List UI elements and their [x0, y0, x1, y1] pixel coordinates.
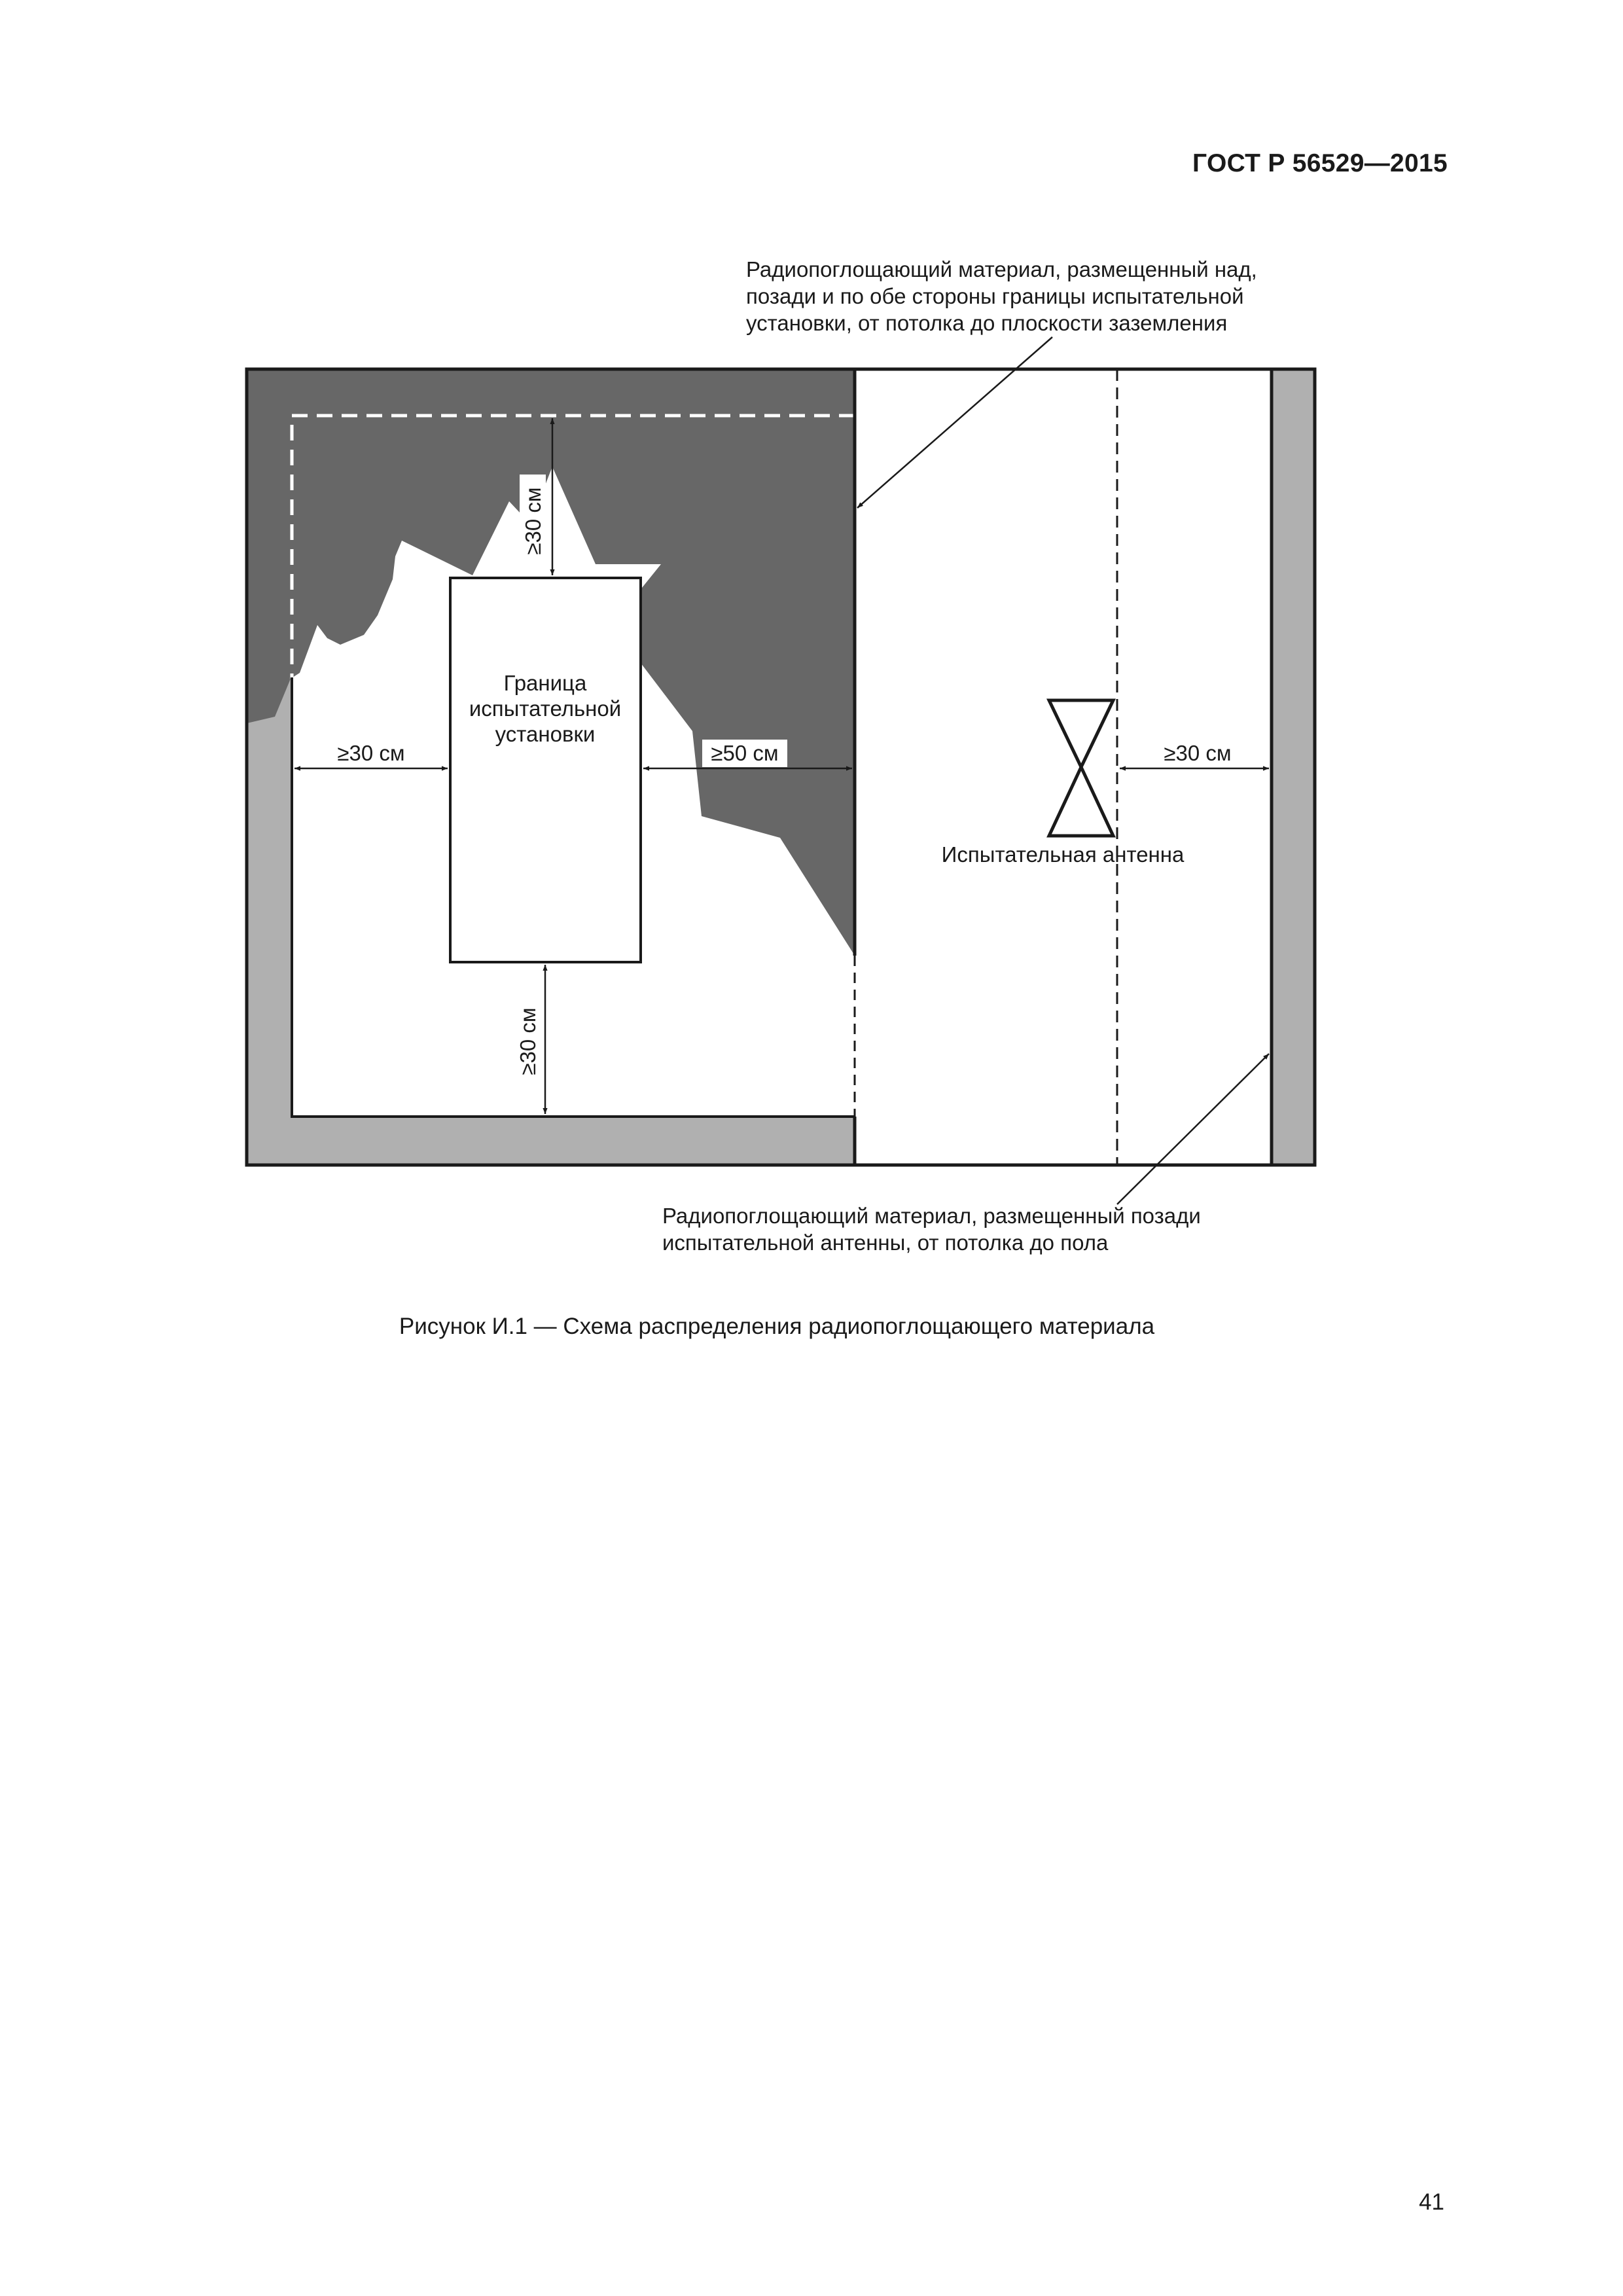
eut-boundary-label-line-3: установки: [495, 722, 596, 746]
dimension-below-eut-label: ≥30 см: [516, 1007, 540, 1075]
page-number: 41: [1419, 2189, 1444, 2215]
callout-top-line-3: установки, от потолка до плоскости заземления: [746, 311, 1228, 335]
antenna-icon: [1049, 700, 1113, 836]
callout-top-line-2: позади и по обе стороны границы испытательной: [746, 284, 1244, 308]
dimension-antenna-wall-label: ≥30 см: [1164, 741, 1232, 765]
page-header-standard-id: ГОСТ Р 56529—2015: [1192, 149, 1448, 177]
absorber-behind-antenna: [1272, 369, 1315, 1165]
antenna-label: Испытательная антенна: [941, 842, 1185, 867]
dimension-above-eut-label: ≥30 см: [521, 487, 545, 555]
eut-boundary-label-line-1: Граница: [503, 671, 587, 695]
callout-bottom-line-2: испытательной антенны, от потолка до пола: [662, 1230, 1109, 1255]
callout-absorber-behind-antenna: [662, 1202, 1201, 1256]
dimension-left-label: ≥30 см: [337, 741, 405, 765]
figure-caption: Рисунок И.1 — Схема распределения радиопоглощающего материала: [399, 1314, 1155, 1339]
callout-bottom-line-1: Радиопоглощающий материал, размещенный позади: [662, 1204, 1201, 1228]
callout-top-leader: [857, 337, 1052, 508]
callout-top-line-1: Радиопоглощающий материал, размещенный над,: [746, 257, 1257, 281]
dimension-right-of-eut-label: ≥50 см: [711, 741, 779, 765]
eut-boundary-box: [450, 578, 641, 962]
callout-bottom-leader: [1117, 1054, 1269, 1204]
eut-boundary-label-line-2: испытательной: [469, 696, 622, 721]
